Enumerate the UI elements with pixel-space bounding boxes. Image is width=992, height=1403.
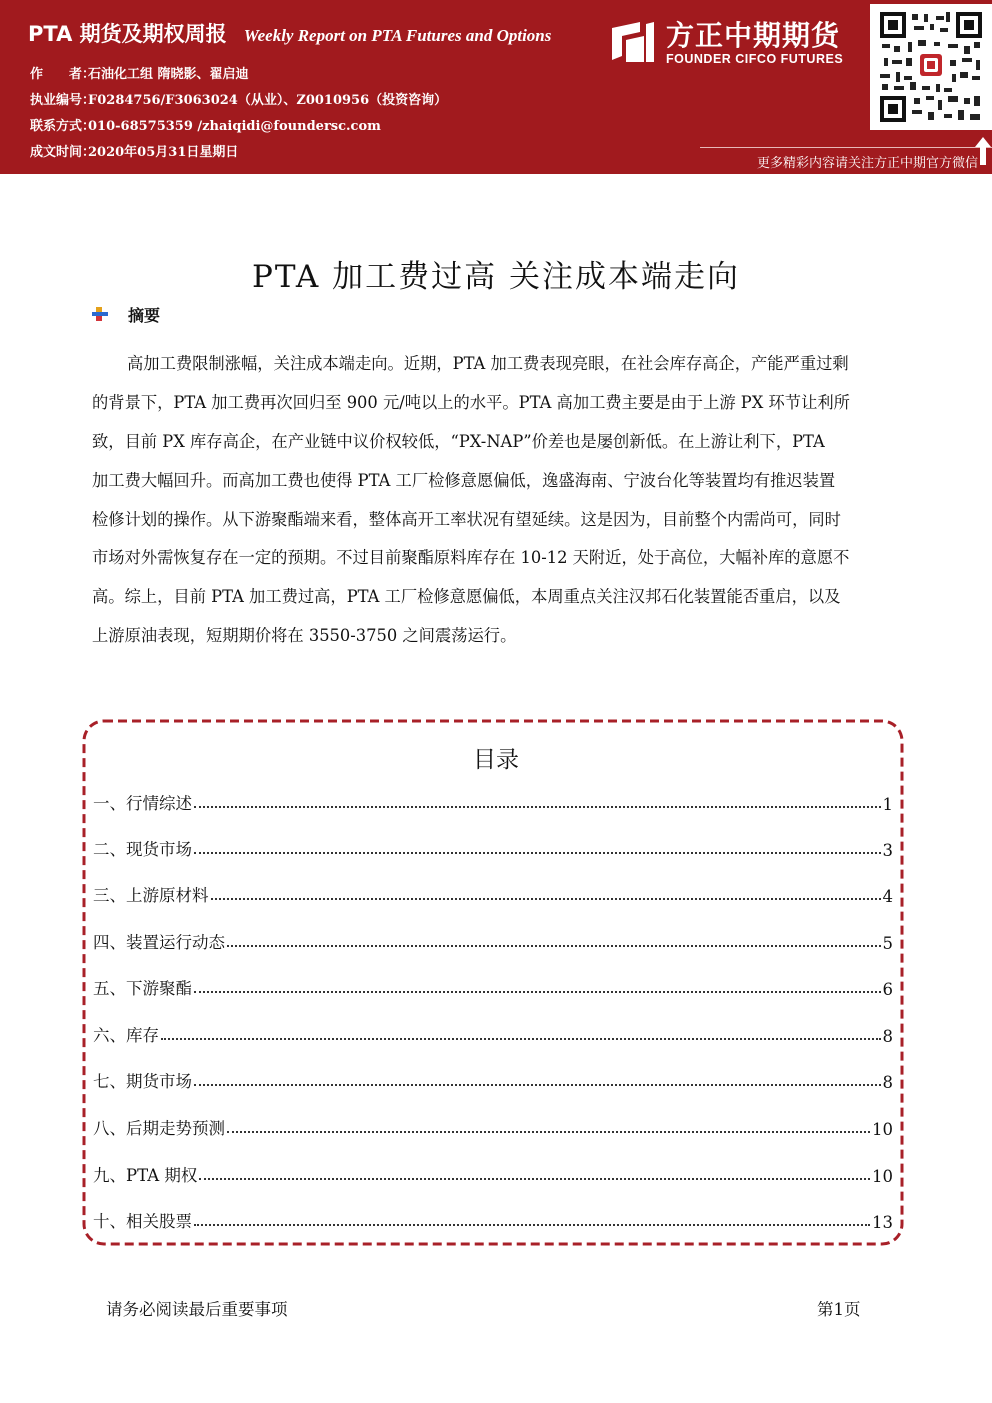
- toc-entry[interactable]: [93, 1113, 893, 1139]
- toc-entry-page: 8: [882, 1073, 893, 1092]
- toc-leader: [227, 1131, 870, 1133]
- toc-leader: [194, 806, 881, 808]
- toc-entry[interactable]: [93, 1160, 893, 1186]
- author-value: 石油化工组 隋晓影、翟启迪: [88, 67, 249, 82]
- abstract-line: 高。综上，目前 PTA 加工费过高，PTA 工厂检修意愿偏低，本周重点关注汉邦石化装置能否重启，以及: [92, 587, 841, 607]
- toc-title: 目录: [473, 747, 519, 773]
- toc-entry-label: 九、PTA 期权: [93, 1166, 198, 1185]
- toc-entry-page: 1: [882, 795, 893, 814]
- toc-leader: [194, 1084, 881, 1086]
- toc-leader: [194, 852, 881, 854]
- qr-code-icon: [878, 10, 984, 124]
- abstract-line: 的背景下，PTA 加工费再次回归至 900 元/吨以上的水平。PTA 高加工费主要是由于上游 PX 环节让利所: [92, 392, 850, 412]
- report-series-title: [28, 18, 551, 48]
- abstract-line: 市场对外需恢复存在一定的预期。不过目前聚酯原料库存在 10-12 天附近，处于高位，大幅补库的意愿不: [92, 548, 850, 568]
- toc-entry[interactable]: [93, 880, 893, 906]
- abstract-line: 高加工费限制涨幅，关注成本端走向。近期，PTA 加工费表现亮眼，在社会库存高企，产能严重过剩: [127, 354, 849, 373]
- report-header: [0, 0, 992, 174]
- toc-entry-page: 8: [882, 1027, 893, 1046]
- toc-entry[interactable]: [93, 1206, 893, 1232]
- toc-entry-label: 七、期货市场: [93, 1072, 192, 1091]
- license-value: F0284756/F3063024（从业）、Z0010956（投资咨询）: [88, 93, 448, 108]
- toc-entry-label: 八、后期走势预测: [93, 1119, 225, 1138]
- toc-leader: [194, 1224, 870, 1226]
- toc-leader: [227, 945, 881, 947]
- toc-entry-label: 六、库存: [93, 1026, 159, 1045]
- toc-entry[interactable]: [93, 1020, 893, 1046]
- toc-entry-page: 3: [882, 841, 893, 860]
- toc-entry-label: 三、上游原材料: [93, 886, 209, 905]
- toc-entry-page: 6: [882, 980, 893, 999]
- toc-leader: [199, 1178, 870, 1180]
- wechat-qr-code[interactable]: [870, 4, 992, 130]
- abstract-line: 致，目前 PX 库存高企，在产业链中议价权较低，“PX-NAP”价差也是屡创新低。在上游让利下，PTA: [92, 431, 825, 451]
- page-number: 第1页: [817, 1300, 861, 1319]
- logo-mark-icon: [608, 18, 656, 66]
- company-logo: [608, 14, 863, 74]
- toc-entry-label: 五、下游聚酯: [93, 979, 192, 998]
- contact-line: [30, 115, 381, 134]
- abstract-body: [92, 346, 907, 657]
- toc-entry-page: 10: [872, 1120, 893, 1139]
- toc-leader: [211, 898, 881, 900]
- header-divider: [700, 147, 992, 148]
- toc-entry-label: 四、装置运行动态: [93, 933, 225, 952]
- toc-entry-label: 十、相关股票: [93, 1212, 192, 1231]
- toc-entry-label: 二、现货市场: [93, 840, 192, 859]
- toc-entry-page: 10: [872, 1167, 893, 1186]
- toc-entry[interactable]: [93, 834, 893, 860]
- date-line: [30, 141, 238, 160]
- author-label: 作 者：: [30, 67, 96, 82]
- license-line: [30, 89, 447, 108]
- wechat-follow-text[interactable]: 更多精彩内容请关注方正中期官方微信: [756, 156, 978, 171]
- toc-entry-page: 4: [882, 887, 893, 906]
- toc-entry[interactable]: [93, 1066, 893, 1092]
- document-title: PTA 加工费过高 关注成本端走向: [252, 259, 740, 295]
- date-value: 2020年05月31日星期日: [88, 145, 239, 160]
- logo-text-en: FOUNDER CIFCO FUTURES: [666, 52, 844, 66]
- report-title-zh: PTA 期货及期权周报: [28, 22, 227, 46]
- toc-leader: [161, 1038, 881, 1040]
- toc-leader: [194, 991, 881, 993]
- toc-entry-page: 5: [882, 934, 893, 953]
- section-bullet-icon: [92, 307, 108, 321]
- contact-value: 010-68575359 /zhaiqidi@foundersc.com: [88, 119, 381, 134]
- abstract-line: 加工费大幅回升。而高加工费也使得 PTA 工厂检修意愿偏低，逸盛海南、宁波台化等装置均有推迟装置: [92, 470, 836, 490]
- abstract-heading-text: 摘要: [128, 306, 161, 325]
- toc-entry-label: 一、行情综述: [93, 794, 192, 813]
- report-title-en: Weekly Report on PTA Futures and Options: [243, 26, 552, 45]
- toc-entry[interactable]: [93, 788, 893, 814]
- toc-entry[interactable]: [93, 973, 893, 999]
- author-line: [30, 63, 249, 82]
- abstract-line: 上游原油表现，短期期价将在 3550-3750 之间震荡运行。: [92, 626, 517, 646]
- date-label: 成文时间：: [30, 145, 96, 160]
- license-label: 执业编号：: [30, 93, 96, 108]
- arrow-up-icon[interactable]: [975, 137, 991, 165]
- toc-entry-page: 13: [872, 1213, 893, 1232]
- abstract-line: 检修计划的操作。从下游聚酯端来看，整体高开工率状况有望延续。这是因为，目前整个内需尚可，同时: [92, 509, 841, 529]
- logo-text-zh: 方正中期期货: [666, 19, 841, 52]
- toc-entry[interactable]: [93, 927, 893, 953]
- footer-notice: 请务必阅读最后重要事项: [106, 1300, 288, 1319]
- contact-label: 联系方式：: [30, 119, 96, 134]
